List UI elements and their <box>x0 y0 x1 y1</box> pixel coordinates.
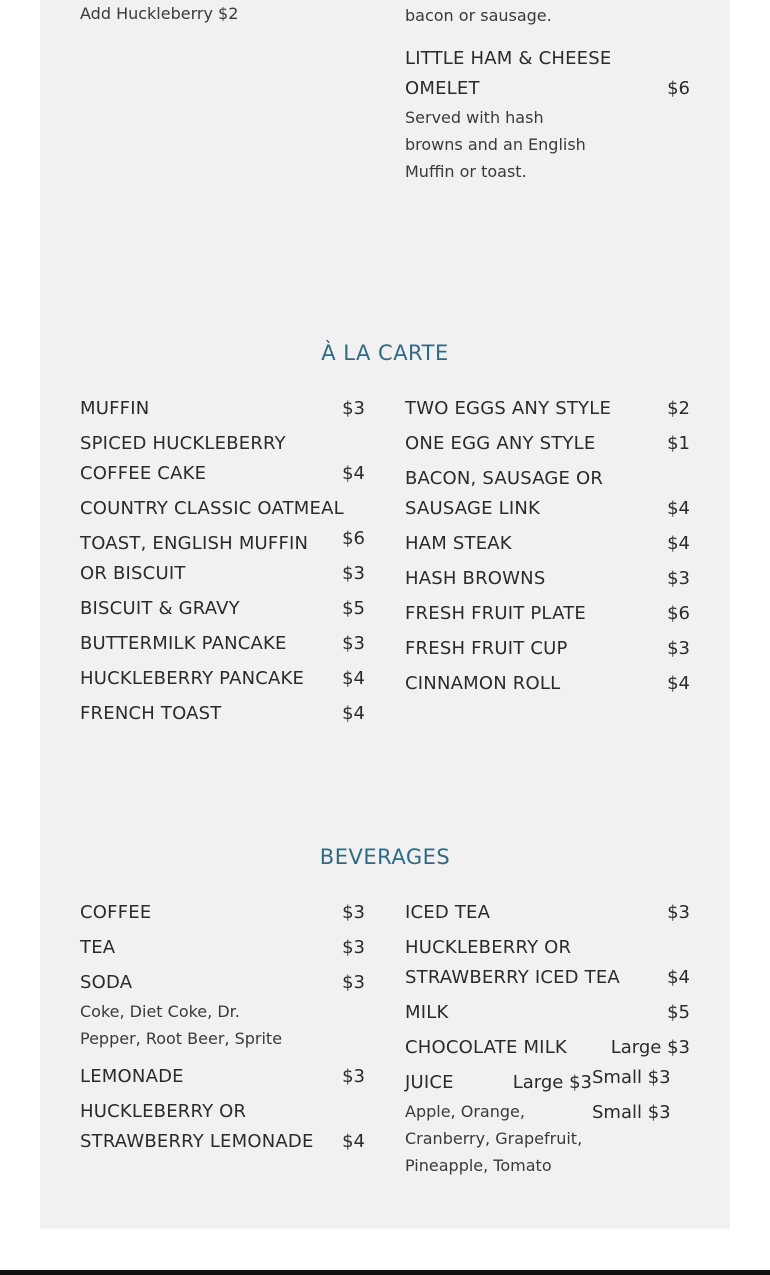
soda-desc-line1: Coke, Diet Coke, Dr. <box>80 1002 240 1021</box>
item-hb-iced-tea-line1: HUCKLEBERRY OR <box>405 937 572 958</box>
omelet-name-line2: OMELET <box>405 78 480 99</box>
item-juice: JUICE <box>405 1072 454 1093</box>
price-tea: $3 <box>342 937 365 958</box>
omelet-desc-line2: browns and an English <box>405 135 586 154</box>
item-toast-line2: OR BISCUIT <box>80 563 186 584</box>
beverages-heading: BEVERAGES <box>319 845 451 869</box>
price-hash-browns: $3 <box>667 568 690 589</box>
omelet-desc-line3: Muffin or toast. <box>405 162 527 181</box>
item-hb-iced-tea-line2: STRAWBERRY ICED TEA <box>405 967 620 988</box>
price-cinnamon-roll: $4 <box>667 673 690 694</box>
omelet-name-line1: LITTLE HAM & CHEESE <box>405 48 612 69</box>
price-chocolate-milk-small: Small $3 <box>592 1067 671 1088</box>
price-bacon-sausage: $4 <box>667 498 690 519</box>
item-chocolate-milk: CHOCOLATE MILK <box>405 1037 567 1058</box>
price-juice-large: Large $3 <box>512 1072 592 1093</box>
price-hb-iced-tea: $4 <box>667 967 690 988</box>
item-hb-lemonade-line2: STRAWBERRY LEMONADE <box>80 1131 314 1152</box>
item-hash-browns: HASH BROWNS <box>405 568 546 589</box>
item-two-eggs: TWO EGGS ANY STYLE <box>405 398 612 419</box>
price-muffin: $3 <box>342 398 365 419</box>
price-coffee: $3 <box>342 902 365 923</box>
bottom-divider <box>0 1270 770 1275</box>
ala-carte-heading: À LA CARTE <box>321 341 449 365</box>
price-hb-lemonade: $4 <box>342 1131 365 1152</box>
price-french-toast: $4 <box>342 703 365 724</box>
item-biscuit-gravy: BISCUIT & GRAVY <box>80 598 240 619</box>
item-milk: MILK <box>405 1002 449 1023</box>
omelet-note: bacon or sausage. <box>405 6 552 25</box>
omelet-price: $6 <box>667 78 690 99</box>
item-huckleberry-pancake: HUCKLEBERRY PANCAKE <box>80 668 305 689</box>
item-soda: SODA <box>80 972 133 993</box>
item-bacon-sausage-line2: SAUSAGE LINK <box>405 498 541 519</box>
item-french-toast: FRENCH TOAST <box>80 703 222 724</box>
price-toast: $3 <box>342 563 365 584</box>
item-tea: TEA <box>80 937 116 958</box>
price-buttermilk-pancake: $3 <box>342 633 365 654</box>
price-ham-steak: $4 <box>667 533 690 554</box>
item-coffee-cake-line1: SPICED HUCKLEBERRY <box>80 433 286 454</box>
price-fruit-plate: $6 <box>667 603 690 624</box>
price-huckleberry-pancake: $4 <box>342 668 365 689</box>
omelet-desc-line1: Served with hash <box>405 108 544 127</box>
item-hb-lemonade-line1: HUCKLEBERRY OR <box>80 1101 247 1122</box>
item-toast-line1: TOAST, ENGLISH MUFFIN <box>80 533 309 554</box>
soda-desc-line2: Pepper, Root Beer, Sprite <box>80 1029 283 1048</box>
price-soda: $3 <box>342 972 365 993</box>
price-chocolate-milk: Large $3 <box>610 1037 690 1058</box>
item-cinnamon-roll: CINNAMON ROLL <box>405 673 561 694</box>
juice-desc-line2: Cranberry, Grapefruit, <box>405 1129 583 1148</box>
price-lemonade: $3 <box>342 1066 365 1087</box>
price-iced-tea: $3 <box>667 902 690 923</box>
juice-desc-line1: Apple, Orange, <box>405 1102 525 1121</box>
item-one-egg: ONE EGG ANY STYLE <box>405 433 596 454</box>
huckleberry-addon-note: Add Huckleberry $2 <box>80 4 239 23</box>
price-juice-small: Small $3 <box>592 1102 671 1123</box>
item-oatmeal: COUNTRY CLASSIC OATMEAL <box>80 498 344 519</box>
price-milk: $5 <box>667 1002 690 1023</box>
item-fruit-plate: FRESH FRUIT PLATE <box>405 603 586 624</box>
price-one-egg: $1 <box>667 433 690 454</box>
item-iced-tea: ICED TEA <box>405 902 491 923</box>
item-muffin: MUFFIN <box>80 398 150 419</box>
item-ham-steak: HAM STEAK <box>405 533 512 554</box>
item-coffee-cake-line2: COFFEE CAKE <box>80 463 207 484</box>
juice-desc-line3: Pineapple, Tomato <box>405 1156 552 1175</box>
price-fruit-cup: $3 <box>667 638 690 659</box>
item-coffee: COFFEE <box>80 902 152 923</box>
price-coffee-cake: $4 <box>342 463 365 484</box>
price-oatmeal: $6 <box>342 528 365 549</box>
item-buttermilk-pancake: BUTTERMILK PANCAKE <box>80 633 287 654</box>
item-lemonade: LEMONADE <box>80 1066 184 1087</box>
price-biscuit-gravy: $5 <box>342 598 365 619</box>
item-fruit-cup: FRESH FRUIT CUP <box>405 638 568 659</box>
price-two-eggs: $2 <box>667 398 690 419</box>
item-bacon-sausage-line1: BACON, SAUSAGE OR <box>405 468 604 489</box>
